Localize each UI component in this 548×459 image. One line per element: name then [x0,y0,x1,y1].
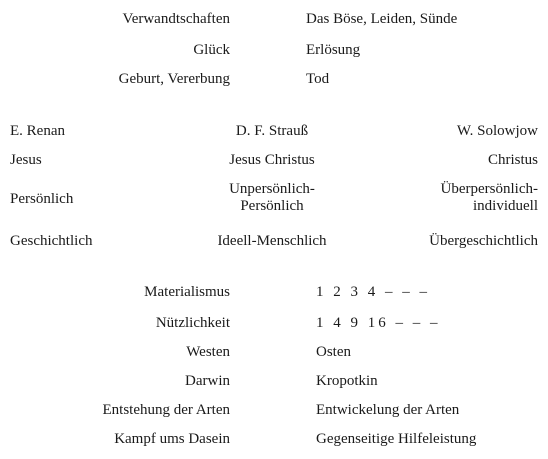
s3-right-4: Kropotkin [316,373,378,389]
s2-row1-col2: Jesus Christus [229,152,315,168]
s2-header-strauss: D. F. Strauß [235,123,309,139]
s2-header-renan: E. Renan [10,123,65,139]
s3-right-2: 1 4 9 16 – – – [316,315,441,331]
s2-row2-col2: Unpersönlich- Persönlich [229,181,315,214]
s1-left-3: Geburt, Vererbung [118,71,230,87]
s3-left-6: Kampf ums Dasein [114,431,230,447]
s2-header-solowjow: W. Solowjow [456,123,538,139]
s3-right-3: Osten [316,344,351,360]
s2-row1-col3: Christus [487,152,538,168]
s3-right-6: Gegenseitige Hilfeleistung [316,431,477,447]
s2-row3-col1: Geschichtlich [10,233,93,249]
s1-right-3: Tod [306,71,330,87]
s3-right-5: Entwickelung der Arten [316,402,460,418]
s3-left-4: Darwin [185,373,230,389]
s3-right-1: 1 2 3 4 – – – [316,284,430,300]
s1-left-1: Verwandtschaften [122,11,230,27]
s3-left-1: Materialismus [144,284,230,300]
s1-left-2: Glück [193,42,230,58]
s2-row2-col1: Persönlich [10,191,74,207]
s1-right-2: Erlösung [306,42,361,58]
s2-row3-col2: Ideell-Menschlich [217,233,327,249]
s3-left-3: Westen [186,344,230,360]
s2-row1-col1: Jesus [10,152,42,168]
s2-row2-col3: Überpersönlich- individuell [440,181,538,214]
s3-left-5: Entstehung der Arten [102,402,230,418]
s2-row3-col3: Übergeschichtlich [429,233,538,249]
s3-left-2: Nützlichkeit [155,315,230,331]
s1-right-1: Das Böse, Leiden, Sünde [306,11,458,27]
